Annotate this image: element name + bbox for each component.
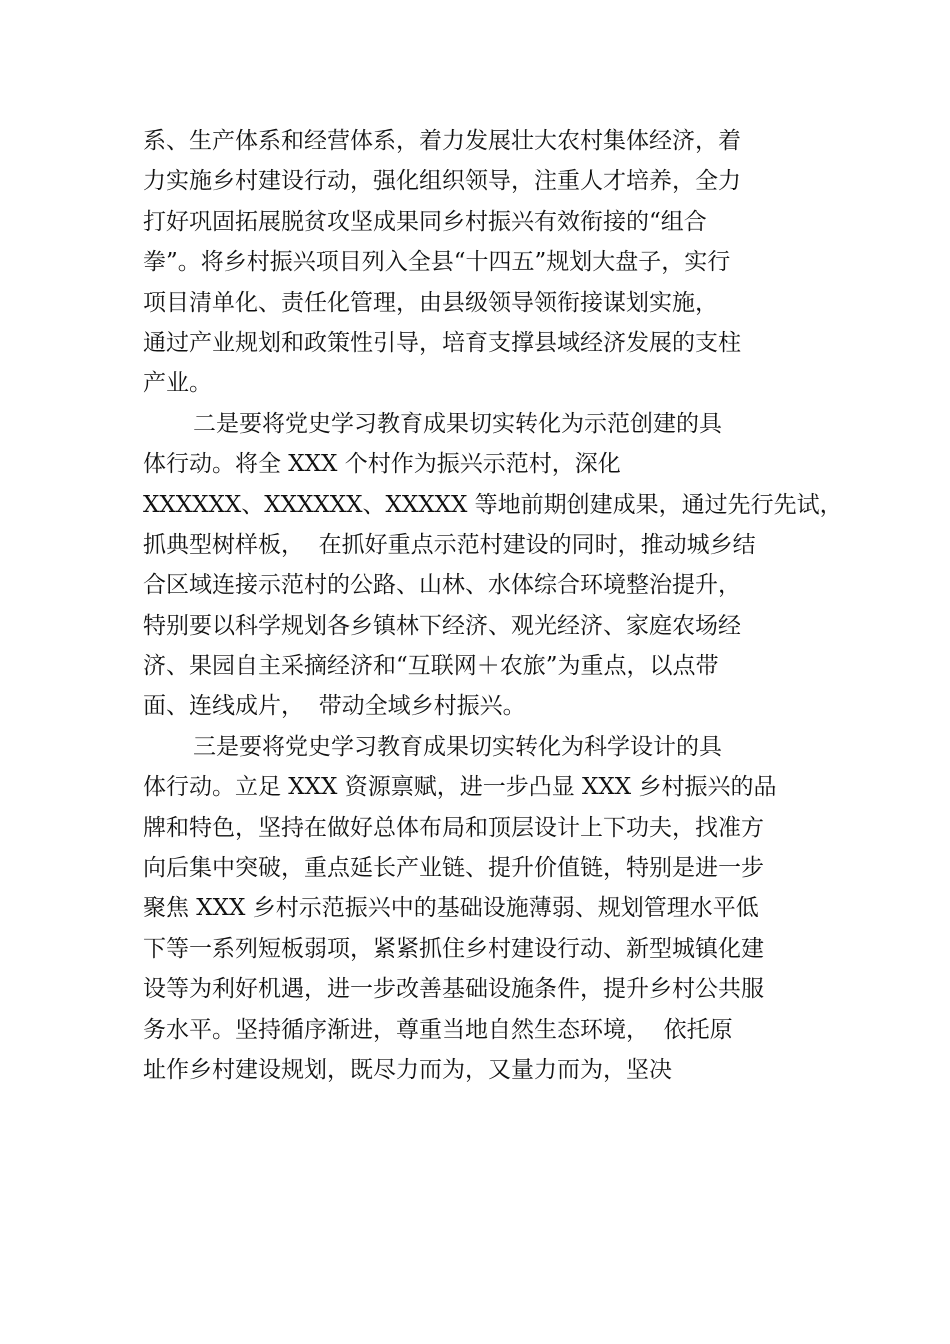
paragraph-line: 通过产业规划和政策性引导，培育支撑县域经济发展的支柱	[143, 329, 741, 356]
paragraph-line: 拳”。将乡村振兴项目列入全县“十四五”规划大盘子，实行	[143, 249, 731, 276]
paragraph-line: 向后集中突破，重点延长产业链、提升价值链，特别是进一步	[143, 855, 764, 882]
document-body	[143, 121, 843, 1090]
paragraph-line: 址作乡村建设规划，既尽力而为，又量力而为，坚决	[143, 1056, 672, 1083]
paragraph-2	[143, 404, 843, 727]
paragraph-line: 济、果园自主采摘经济和“互联网＋农旅”为重点，以点带	[143, 653, 719, 680]
paragraph-line: 力实施乡村建设行动，强化组织领导，注重人才培养，全力	[143, 168, 741, 195]
paragraph-first-line: 二是要将党史学习教育成果切实转化为示范创建的具	[193, 410, 722, 437]
paragraph-first-line: 三是要将党史学习教育成果切实转化为科学设计的具	[193, 733, 722, 760]
paragraph-line: 项目清单化、责任化管理，由县级领导领衔接谋划实施，	[143, 289, 718, 316]
paragraph-line: 聚焦 XXX 乡村示范振兴中的基础设施薄弱、规划管理水平低	[143, 895, 759, 922]
paragraph-line: 设等为利好机遇，进一步改善基础设施条件，提升乡村公共服	[143, 976, 764, 1003]
paragraph-line: 合区域连接示范村的公路、山林、水体综合环境整治提升，	[143, 572, 741, 599]
paragraph-line: 产业。	[143, 370, 212, 397]
paragraph-line: 抓典型树样板， 在抓好重点示范村建设的同时，推动城乡结	[143, 531, 756, 558]
paragraph-line: 体行动。立足 XXX 资源禀赋，进一步凸显 XXX 乡村振兴的品	[143, 774, 777, 801]
paragraph-line: 下等一系列短板弱项，紧紧抓住乡村建设行动、新型城镇化建	[143, 935, 764, 962]
paragraph-1-continuation	[143, 121, 823, 404]
paragraph-line: 打好巩固拓展脱贫攻坚成果同乡村振兴有效衔接的“组合	[143, 208, 707, 235]
paragraph-line: 系、生产体系和经营体系，着力发展壮大农村集体经济，着	[143, 128, 741, 154]
paragraph-line: 特别要以科学规划各乡镇林下经济、观光经济、家庭农场经	[143, 612, 741, 639]
paragraph-line: XXXXXX、XXXXXX、XXXXX 等地前期创建成果，通过先行先试，	[143, 491, 843, 518]
paragraph-line: 面、连线成片， 带动全域乡村振兴。	[143, 693, 526, 720]
paragraph-line: 务水平。坚持循序渐进，尊重当地自然生态环境， 依托原	[143, 1016, 733, 1043]
paragraph-line: 牌和特色，坚持在做好总体布局和顶层设计上下功夫，找准方	[143, 814, 764, 841]
paragraph-line: 体行动。将全 XXX 个村作为振兴示范村，深化	[143, 451, 621, 478]
paragraph-3	[143, 727, 823, 1091]
